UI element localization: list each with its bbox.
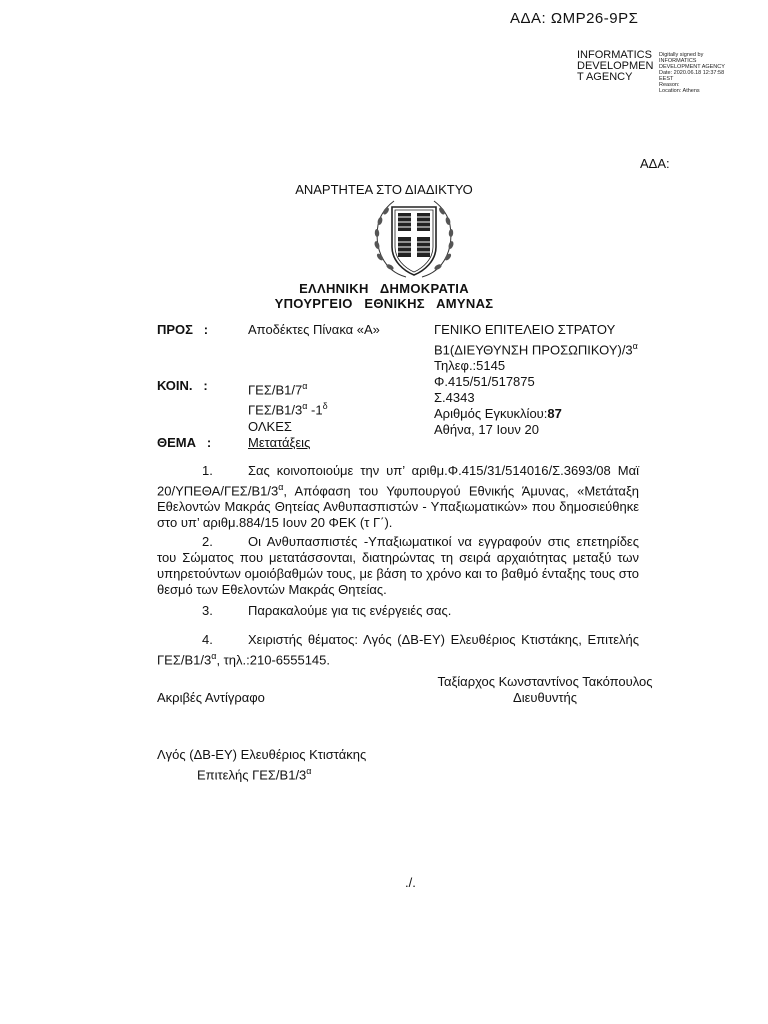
org-hellenic-republic: ΕΛΛΗΝΙΚΗ ΔΗΜΟΚΡΑΤΙΑ [299,281,469,296]
copy-signer-title: Επιτελής ΓΕΣ/$B1/3^\alpha$ [197,766,312,783]
signature-detail-line: Reason: [659,82,680,88]
thema-label: ΘΕΜΑ : [157,435,212,450]
digital-signature-stamp [577,50,767,95]
signature-detail-line: INFORMATICS [659,58,697,64]
paragraph-1: 1. Σας κοινοποιούμε την υπ’ αριθμ.Φ.415/31/514016/Σ.3693/08 Μαϊ $20/\Upsilon\Pi E\Theta A/\Gamma E\Sigma/B1/3^\alpha$, Απόφαση του Υφυπουργού Εθνικής Άμυνας, «Μετάταξη Εθελοντών Μακράς Θητείας Ανθυπασπιστών - Υπαξιωματικών» που δημοσιεύθηκε στο υπ’ αριθμ.884/15 Ιουν 20 ΦΕΚ (τ Γ΄). [157,463,639,531]
signature-name-line: DEVELOPMEN [577,60,654,72]
thema-value: Μετατάξεις [248,435,311,450]
signature-details [659,52,759,94]
paragraph-number: 2. [202,534,213,549]
paragraph-2: 2. Οι Ανθυπασπιστές -Υπαξιωματικοί να εγγραφούν στις επετηρίδες του Σώματος που μετατάσσονται, διατηρώντας τη σειρά αρχαιότητας μεταξύ των υπηρετούντων ομοιόβαθμών τους, με βάση το χρόνο και το βαθμό ένταξης τους στο θεσμό των Εθελοντών Μακράς Θητείας. [157,534,639,597]
koin-label: ΚΟΙΝ. : [157,378,208,393]
header-ada-code: ΑΔΑ: ΩΜΡ26-9ΡΣ [510,10,639,27]
signature-name-line: INFORMATICS [577,49,652,61]
signature-name-line: T AGENCY [577,71,633,83]
paragraph-4: 4. Χειριστής θέματος: Λγός (ΔΒ-ΕΥ) Ελευθέριος Κτιστάκης, Επιτελής ΓΕΣ/$B1/3^\alpha$, τηλ.:210-6555145. [157,632,639,668]
paragraph-number: 4. [202,632,213,647]
sender-line-gen-staff: ΓΕΝΙΚΟ ΕΠΙΤΕΛΕΙΟ ΣΤΡΑΤΟΥ [434,322,616,337]
pros-value: Αποδέκτες Πίνακα «Α» [248,322,380,337]
ada-label: ΑΔΑ: [640,156,670,171]
sender-line-file-ref: Φ.415/51/517875 [434,374,535,390]
org-ministry-of-defence: ΥΠΟΥΡΓΕΙΟ ΕΘΝΙΚΗΣ ΑΜΥΝΑΣ [274,296,494,311]
publish-note: ΑΝΑΡΤΗΤΕΑ ΣΤΟ ΔΙΑΔΙΚΤΥΟ [295,182,473,197]
greek-coat-of-arms-icon [366,197,462,281]
sender-line-s-number: Σ.4343 [434,390,475,406]
signatory-title: Διευθυντής [513,690,577,705]
continuation-mark: ./. [405,875,416,890]
paragraph-3: 3. Παρακαλούμε για τις ενέργειές σας. [202,603,452,618]
true-copy-note: Ακριβές Αντίγραφο [157,690,265,705]
paragraph-number: 3. [202,603,213,618]
sender-line-phone: Τηλεφ.:5145 [434,358,506,374]
pros-label: ΠΡΟΣ : [157,322,209,337]
koin-recipient: ΓΕΣ/$B1/7^\alpha$ [248,381,308,398]
koin-list [248,378,328,435]
paragraph-number: 1. [202,463,213,478]
koin-recipient: ΟΛΚΕΣ [248,418,292,434]
signature-organization [577,50,657,83]
sender-line-circular-number: Αριθμός Εγκυκλίου:87 [434,406,562,422]
sender-line-date: Αθήνα, 17 Ιουν 20 [434,422,539,438]
signatory [430,674,660,706]
koin-recipient: ΓΕΣ/$B1/3^\alpha$ $-1^\delta$ [248,401,328,418]
copy-signer-name: Λγός (ΔΒ-ΕΥ) Ελευθέριος Κτιστάκης [157,747,367,762]
sender-block [434,322,694,438]
signatory-name: Ταξίαρχος Κωνσταντίνος Τακόπουλος [437,674,653,689]
signature-detail-line: Digitally signed by [659,52,704,58]
signature-detail-line: DEVELOPMENT AGENCY [659,64,725,70]
signature-detail-line: EEST [659,76,674,82]
sender-line-directorate: Β1(ΔΙΕΥΘΥΝΣΗ $\Pi PO\Sigma\Omega\Pi IKO\Upsilon)/3^\alpha$ [434,341,638,358]
signature-detail-line: Location: Athens [659,88,700,94]
signature-detail-line: Date: 2020.06.18 12:37:58 [659,70,725,76]
